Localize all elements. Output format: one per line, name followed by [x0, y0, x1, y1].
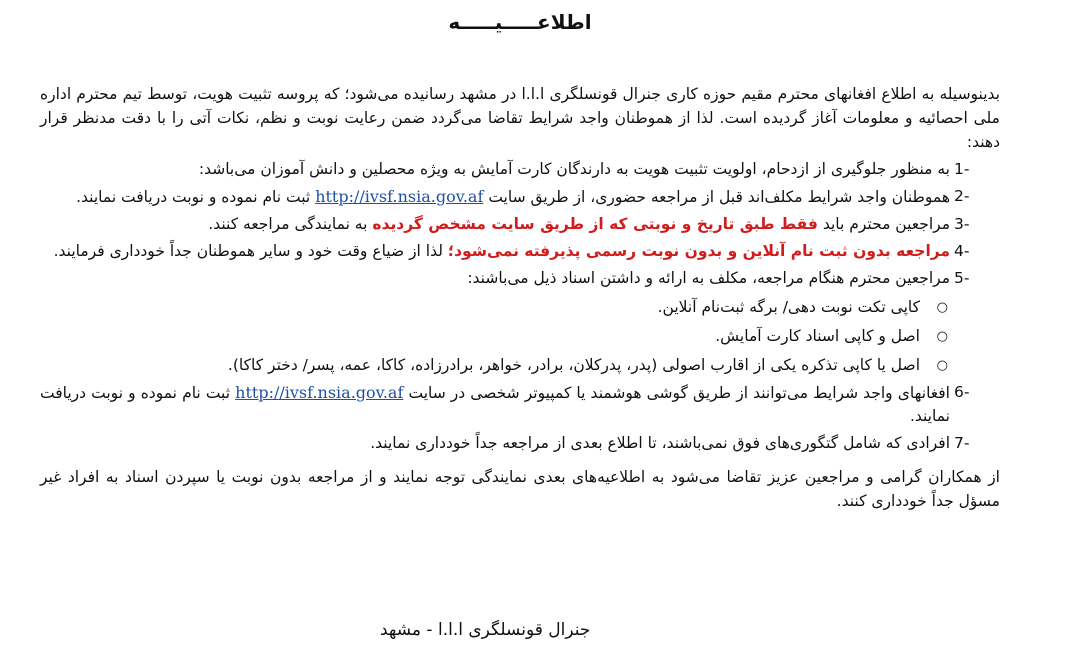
circle-bullet-icon: ○ [936, 300, 948, 315]
document-subitem-3 [40, 354, 1000, 377]
item-1 [40, 158, 1000, 181]
document-subitem-2 [40, 325, 1000, 348]
signature: جنرال قونسلگری ا.ا.ا - مشهد [380, 620, 591, 640]
item-text: مراجعین محترم هنگام مراجعه، مکلف به ارائه و داشتن اسناد ذیل می‌باشند: [467, 269, 950, 287]
item-highlight: مراجعه بدون ثبت نام آنلاین و بدون نوبت رسمی پذیرفته نمی‌شود؛ [447, 242, 950, 260]
item-text: افغانهای واجد شرایط می‌توانند از طریق گوشی هوشمند یا کمپیوتر شخصی در سایت [408, 384, 950, 402]
item-text: هموطنان واجد شرایط مکلف‌اند قبل از مراجعه حضوری، از طریق سایت [488, 188, 950, 206]
item-number: -3 [954, 215, 970, 233]
circle-bullet-icon: ○ [936, 329, 948, 344]
notice-title: اطلاعـــــیـــــه [448, 10, 592, 34]
item-text: به نمایندگی مراجعه کنند. [208, 215, 368, 233]
registration-site-link[interactable]: http://ivsf.nsia.gov.af [235, 383, 404, 402]
document-subitem-1 [40, 296, 1000, 319]
registration-site-link[interactable]: http://ivsf.nsia.gov.af [315, 187, 484, 206]
item-5 [40, 267, 1000, 290]
item-text: مراجعین محترم باید [822, 215, 950, 233]
item-number: -2 [954, 187, 970, 205]
item-highlight: فقط طبق تاریخ و نوبتی که از طریق سایت مشخص گردیده [372, 215, 818, 233]
item-number: -4 [954, 242, 970, 260]
item-4 [40, 240, 1000, 263]
subitem-text: اصل یا کاپی تذکره یکی از اقارب اصولی (پدر، پدرکلان، برادر، خواهر، برادرزاده، کاکا، عمه، پسر/ دختر کاکا). [227, 356, 920, 374]
item-text: ثبت نام نموده و نوبت دریافت نمایند. [40, 384, 950, 425]
item-number: -7 [954, 434, 970, 452]
item-text: ثبت نام نموده و نوبت دریافت نمایند. [76, 188, 311, 206]
subitem-text: کاپی تکت نوبت دهی/ برگه ثبت‌نام آنلاین. [657, 298, 920, 316]
item-3 [40, 213, 1000, 236]
item-2 [40, 185, 1000, 209]
item-text: افرادی که شامل گتگوری‌های فوق نمی‌باشند، تا اطلاع بعدی از مراجعه جداً خودداری نمایند. [370, 434, 950, 452]
subitem-text: اصل و کاپی اسناد کارت آمایش. [715, 327, 920, 345]
item-text: لذا از ضیاع وقت خود و سایر هموطنان جداً خودداری فرمایند. [53, 242, 443, 260]
intro-paragraph: بدینوسیله به اطلاع افغانهای محترم مقیم حوزه کاری جنرال قونسلگری ا.ا.ا در مشهد رسانیده می‌شود؛ که پروسه تثبیت هویت، توسط تیم محترم اداره ملی احصائیه و معلومات آغاز گردیده است. لذا از هموطنان واجد شرایط تقاضا می‌گردد ضمن رعایت نوبت و نظم، نکات آتی را با دقت مدنظر قرار دهند: [40, 85, 1000, 151]
item-number: -1 [954, 160, 970, 178]
item-text: به منظور جلوگیری از ازدحام، اولویت تثبیت هویت به دارندگان کارت آمایش به ویژه محصلین و دانش آموزان می‌باشد: [198, 160, 950, 178]
item-number: -6 [954, 383, 970, 401]
item-7 [40, 432, 1000, 455]
item-number: -5 [954, 269, 970, 287]
circle-bullet-icon: ○ [936, 358, 948, 373]
item-6 [40, 381, 1000, 428]
closing-paragraph: از همکاران گرامی و مراجعین عزیز تقاضا می‌شود به اطلاعیه‌های بعدی نمایندگی توجه نمایند و از مراجعه بدون نوبت یا سپردن اسناد به افراد غیر مسؤل جداً خودداری کنند. [40, 468, 1000, 510]
